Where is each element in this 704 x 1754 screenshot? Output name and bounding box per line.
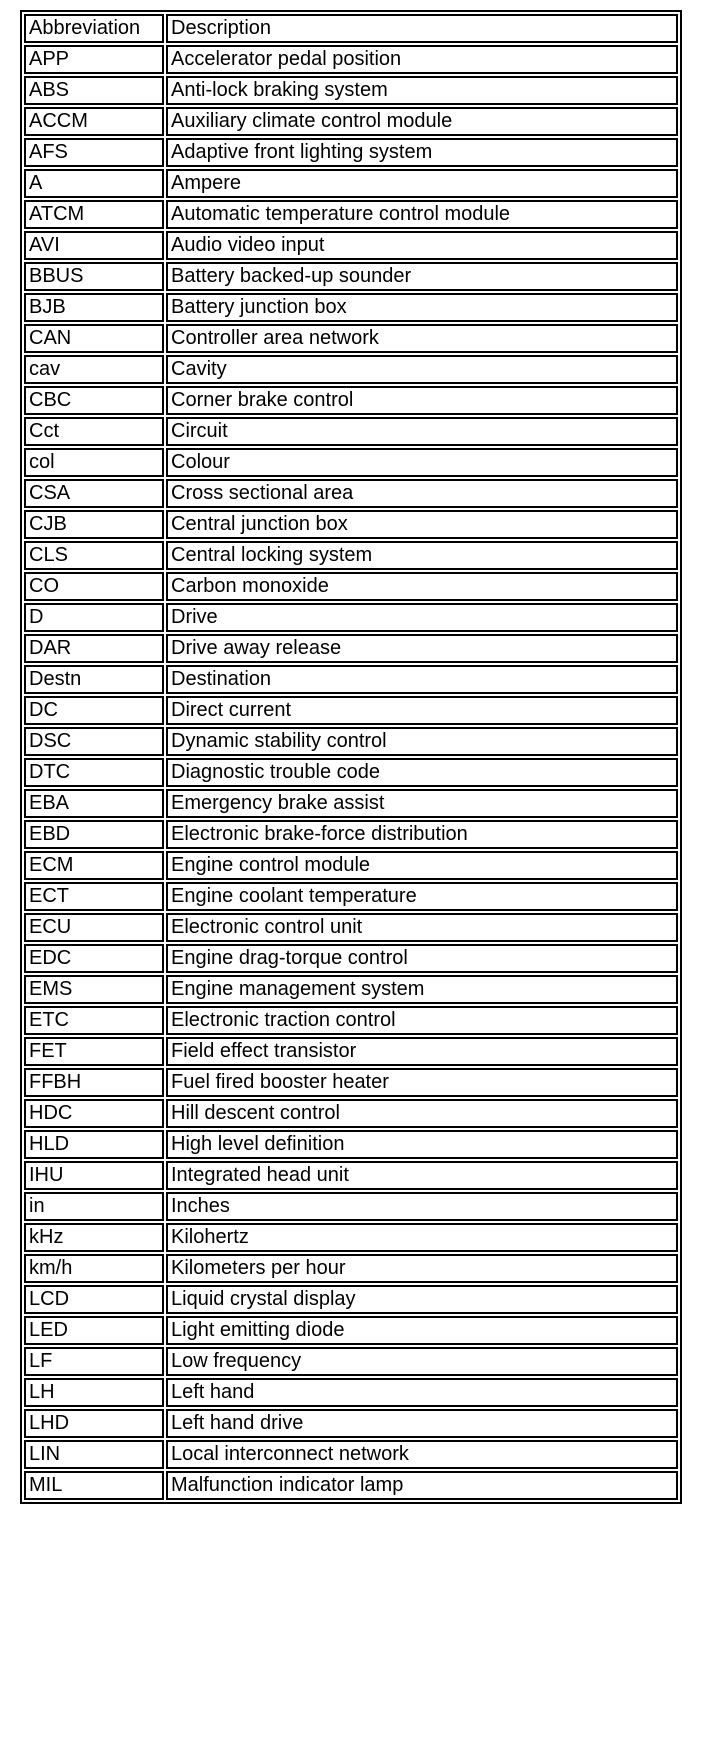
abbreviation-cell: LIN [24, 1440, 164, 1469]
table-row [24, 448, 678, 477]
abbreviation-cell: ECT [24, 882, 164, 911]
abbreviation-cell: ETC [24, 1006, 164, 1035]
description-cell: Ampere [166, 169, 678, 198]
abbreviation-cell: in [24, 1192, 164, 1221]
table-row [24, 1099, 678, 1128]
table-row [24, 479, 678, 508]
abbreviation-cell: CO [24, 572, 164, 601]
description-cell: Controller area network [166, 324, 678, 353]
table-row [24, 1409, 678, 1438]
abbreviation-cell: DC [24, 696, 164, 725]
abbreviation-cell: A [24, 169, 164, 198]
abbreviation-cell: EDC [24, 944, 164, 973]
description-cell: Circuit [166, 417, 678, 446]
abbreviation-cell: CBC [24, 386, 164, 415]
table-row [24, 1254, 678, 1283]
abbreviation-cell: CSA [24, 479, 164, 508]
description-cell: Engine drag-torque control [166, 944, 678, 973]
abbreviation-cell: Cct [24, 417, 164, 446]
abbreviation-cell: FFBH [24, 1068, 164, 1097]
header-abbreviation: Abbreviation [24, 14, 164, 43]
table-row [24, 603, 678, 632]
abbreviation-cell: LED [24, 1316, 164, 1345]
description-cell: Drive away release [166, 634, 678, 663]
table-row [24, 386, 678, 415]
description-cell: Malfunction indicator lamp [166, 1471, 678, 1500]
table-row [24, 696, 678, 725]
table-row [24, 1285, 678, 1314]
table-row [24, 231, 678, 260]
abbreviation-cell: Destn [24, 665, 164, 694]
abbreviation-cell: D [24, 603, 164, 632]
description-cell: Diagnostic trouble code [166, 758, 678, 787]
description-cell: Electronic control unit [166, 913, 678, 942]
table-row [24, 1223, 678, 1252]
table-row [24, 355, 678, 384]
description-cell: Direct current [166, 696, 678, 725]
description-cell: Automatic temperature control module [166, 200, 678, 229]
abbreviation-cell: CLS [24, 541, 164, 570]
description-cell: Hill descent control [166, 1099, 678, 1128]
abbreviation-cell: cav [24, 355, 164, 384]
description-cell: Engine control module [166, 851, 678, 880]
abbreviation-cell: EBA [24, 789, 164, 818]
description-cell: Engine management system [166, 975, 678, 1004]
description-cell: High level definition [166, 1130, 678, 1159]
table-row [24, 665, 678, 694]
abbreviation-cell: ATCM [24, 200, 164, 229]
abbreviation-cell: LCD [24, 1285, 164, 1314]
description-cell: Local interconnect network [166, 1440, 678, 1469]
table-row [24, 851, 678, 880]
abbreviation-cell: col [24, 448, 164, 477]
description-cell: Adaptive front lighting system [166, 138, 678, 167]
table-row [24, 169, 678, 198]
table-row [24, 758, 678, 787]
abbreviation-cell: ECU [24, 913, 164, 942]
table-body [24, 45, 678, 1500]
description-cell: Emergency brake assist [166, 789, 678, 818]
description-cell: Left hand [166, 1378, 678, 1407]
abbreviation-cell: IHU [24, 1161, 164, 1190]
description-cell: Carbon monoxide [166, 572, 678, 601]
table-row [24, 1161, 678, 1190]
description-cell: Battery backed-up sounder [166, 262, 678, 291]
description-cell: Auxiliary climate control module [166, 107, 678, 136]
abbreviation-cell: km/h [24, 1254, 164, 1283]
table-row [24, 1130, 678, 1159]
description-cell: Corner brake control [166, 386, 678, 415]
abbreviation-cell: LHD [24, 1409, 164, 1438]
description-cell: Light emitting diode [166, 1316, 678, 1345]
abbreviation-cell: CAN [24, 324, 164, 353]
abbreviation-cell: EBD [24, 820, 164, 849]
abbreviation-cell: ECM [24, 851, 164, 880]
table-row [24, 324, 678, 353]
table-row [24, 417, 678, 446]
table-row [24, 1037, 678, 1066]
description-cell: Low frequency [166, 1347, 678, 1376]
abbreviation-cell: CJB [24, 510, 164, 539]
abbreviation-cell: BJB [24, 293, 164, 322]
description-cell: Anti-lock braking system [166, 76, 678, 105]
header-description: Description [166, 14, 678, 43]
table-row [24, 820, 678, 849]
table-row [24, 293, 678, 322]
abbreviation-cell: AFS [24, 138, 164, 167]
table-row [24, 45, 678, 74]
description-cell: Audio video input [166, 231, 678, 260]
table-row [24, 200, 678, 229]
table-row [24, 789, 678, 818]
abbreviation-cell: HLD [24, 1130, 164, 1159]
abbreviation-cell: kHz [24, 1223, 164, 1252]
abbreviation-cell: BBUS [24, 262, 164, 291]
abbreviation-cell: ACCM [24, 107, 164, 136]
description-cell: Battery junction box [166, 293, 678, 322]
abbreviation-cell: HDC [24, 1099, 164, 1128]
description-cell: Drive [166, 603, 678, 632]
abbreviation-cell: FET [24, 1037, 164, 1066]
table-row [24, 107, 678, 136]
description-cell: Inches [166, 1192, 678, 1221]
abbreviation-cell: DSC [24, 727, 164, 756]
table-row [24, 975, 678, 1004]
description-cell: Accelerator pedal position [166, 45, 678, 74]
description-cell: Colour [166, 448, 678, 477]
table-row [24, 1471, 678, 1500]
table-row [24, 1316, 678, 1345]
description-cell: Left hand drive [166, 1409, 678, 1438]
description-cell: Cross sectional area [166, 479, 678, 508]
table-row [24, 1378, 678, 1407]
description-cell: Central locking system [166, 541, 678, 570]
table-row [24, 1192, 678, 1221]
abbreviation-cell: DAR [24, 634, 164, 663]
abbreviation-cell: MIL [24, 1471, 164, 1500]
description-cell: Fuel fired booster heater [166, 1068, 678, 1097]
table-row [24, 1347, 678, 1376]
description-cell: Central junction box [166, 510, 678, 539]
header-row [24, 14, 678, 43]
description-cell: Electronic traction control [166, 1006, 678, 1035]
abbreviations-table [20, 10, 682, 1504]
abbreviation-cell: DTC [24, 758, 164, 787]
abbreviation-cell: LH [24, 1378, 164, 1407]
abbreviation-cell: EMS [24, 975, 164, 1004]
table-row [24, 76, 678, 105]
description-cell: Cavity [166, 355, 678, 384]
description-cell: Destination [166, 665, 678, 694]
table-header [24, 14, 678, 43]
table-row [24, 944, 678, 973]
table-row [24, 1006, 678, 1035]
table-row [24, 634, 678, 663]
description-cell: Dynamic stability control [166, 727, 678, 756]
description-cell: Field effect transistor [166, 1037, 678, 1066]
description-cell: Kilohertz [166, 1223, 678, 1252]
description-cell: Kilometers per hour [166, 1254, 678, 1283]
table-row [24, 541, 678, 570]
abbreviation-cell: AVI [24, 231, 164, 260]
table-row [24, 262, 678, 291]
table-row [24, 510, 678, 539]
document-page [20, 10, 682, 1504]
description-cell: Liquid crystal display [166, 1285, 678, 1314]
table-row [24, 882, 678, 911]
table-row [24, 727, 678, 756]
abbreviation-cell: ABS [24, 76, 164, 105]
table-row [24, 1068, 678, 1097]
table-row [24, 913, 678, 942]
description-cell: Electronic brake-force distribution [166, 820, 678, 849]
abbreviation-cell: LF [24, 1347, 164, 1376]
table-row [24, 138, 678, 167]
table-row [24, 1440, 678, 1469]
description-cell: Engine coolant temperature [166, 882, 678, 911]
description-cell: Integrated head unit [166, 1161, 678, 1190]
abbreviation-cell: APP [24, 45, 164, 74]
table-row [24, 572, 678, 601]
